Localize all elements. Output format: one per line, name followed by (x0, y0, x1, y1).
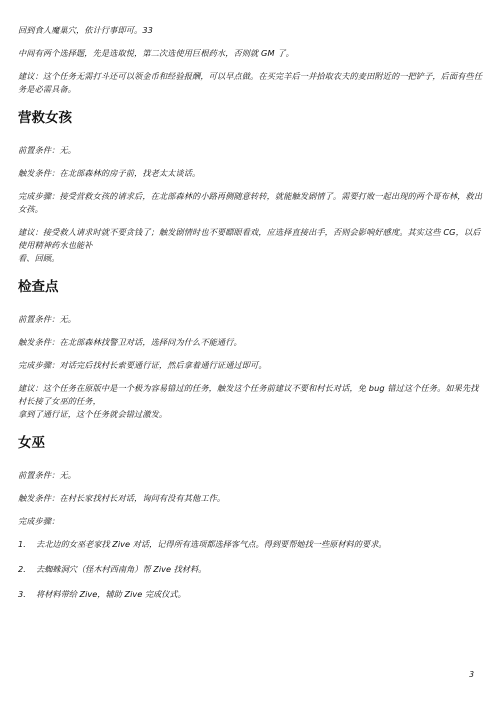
intro-paragraph-2: 中间有两个选择题，先是选取悦，第二次选使用巨根药水，否则就 GM 了。 (18, 48, 294, 58)
checkpoint-steps: 完成步骤：对话完后找村长索要通行证，然后拿着通行证通过即可。 (18, 360, 267, 370)
witch-step-1 (18, 538, 484, 551)
checkpoint-tip-line-1: 建议：这个任务在原版中是一个极为容易错过的任务，触发这个任务前建议不要和村长对话，免 bug 错过这个任务。如果先找村长接了女巫的任务， (18, 383, 479, 406)
list-number: 3. (18, 589, 26, 599)
page-number: 3 (469, 670, 474, 679)
checkpoint-prerequisite: 前置条件：无。 (18, 314, 77, 324)
witch-step-2 (18, 563, 484, 576)
rescue-trigger: 触发条件：在北部森林的房子前，找老太太谈话。 (18, 168, 201, 178)
section-heading-rescue-girl: 营救女孩 (18, 110, 72, 126)
witch-steps-label: 完成步骤： (18, 516, 60, 526)
witch-prerequisite: 前置条件：无。 (18, 470, 77, 480)
checkpoint-tip (18, 382, 484, 421)
checkpoint-trigger: 触发条件：在北部森林找警卫对话，选择问为什么不能通行。 (18, 337, 242, 347)
list-text: 去蜘蛛洞穴（怪木村西南角）帮 Zive 找材料。 (36, 564, 207, 574)
list-number: 1. (18, 539, 26, 549)
intro-paragraph-3: 建议：这个任务无需打斗还可以领金币和经验报酬，可以早点做。在买完羊后一并拾取农夫的麦田附近的一把铲子，后面有些任务是必需具备。 (18, 71, 483, 94)
rescue-prerequisite: 前置条件：无。 (18, 145, 77, 155)
rescue-tip (18, 226, 484, 265)
list-number: 2. (18, 564, 26, 574)
section-heading-checkpoint: 检查点 (18, 279, 59, 295)
rescue-steps: 完成步骤：接受营救女孩的请求后，在北部森林的小路再侧随意转转，就能触发剧情了。需要打败一起出现的两个哥布林，救出女孩。 (18, 191, 483, 214)
list-text: 去北边的女巫老家找 Zive 对话，记得所有选项都选择客气点。得到要帮她找一些原材料的要求。 (36, 539, 387, 549)
witch-trigger: 触发条件：在村长家找村长对话，询问有没有其他工作。 (18, 493, 226, 503)
document-page (18, 24, 484, 613)
rescue-tip-line-2: 看、回顾。 (18, 253, 60, 263)
intro-paragraph-1: 回到食人魔巢穴，依计行事即可。33 (18, 25, 153, 35)
rescue-tip-line-1: 建议：接受救人请求时就不要贪钱了；触发剧情时也不要瞟眼看戏，应选择直接出手，否则会影响好感度。其实这些 CG，以后使用精神药水也能补 (18, 227, 481, 250)
list-text: 将材料带给 Zive，辅助 Zive 完成仪式。 (36, 589, 186, 599)
checkpoint-tip-line-2: 拿到了通行证，这个任务就会错过激发。 (18, 409, 168, 419)
witch-step-3 (18, 588, 484, 601)
section-heading-witch: 女巫 (18, 435, 45, 451)
